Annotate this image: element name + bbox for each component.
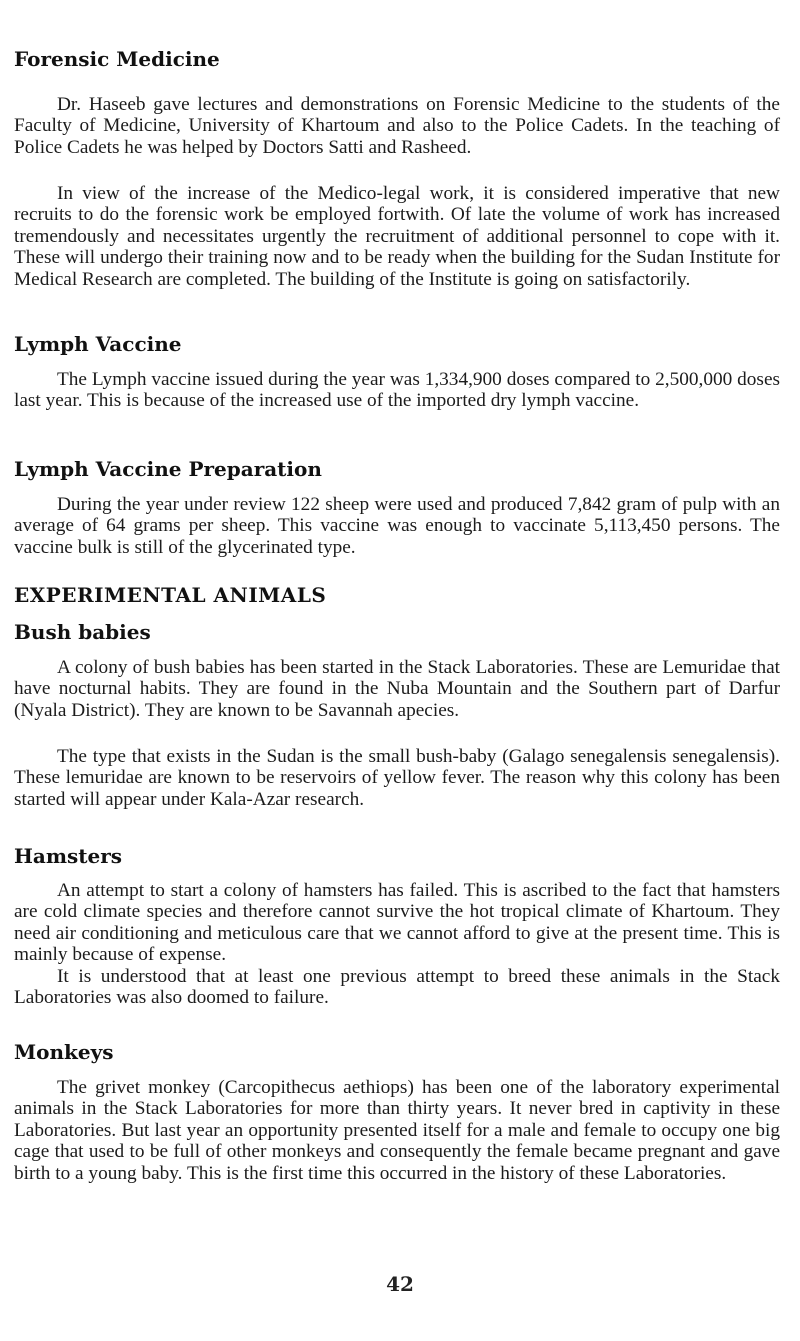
- heading-monkeys: Monkeys: [14, 1040, 114, 1064]
- paragraph-lymph-vaccine: The Lymph vaccine issued during the year was 1,334,900 doses compared to 2,500,000 doses last year. This is because of the increased use of the imported dry lymph vaccine.: [14, 369, 780, 412]
- paragraph-bush-babies-2: The type that exists in the Sudan is the small bush-baby (Galago senegalensis senegalensis). These lemuridae are known to be reservoirs of yellow fever. The reason why this colony has been started will appear under Kala-Azar research.: [14, 746, 780, 810]
- heading-forensic-medicine: Forensic Medicine: [14, 47, 220, 71]
- paragraph-forensic-2: In view of the increase of the Medico-legal work, it is considered imperative that new recruits to do the forensic work be employed fortwith. Of late the volume of work has increased tremendously and necessitates urgently the recruitment of additional personnel to cope with it. These will undergo their training now and to be ready when the building for the Sudan Institute for Medical Research are completed. The building of the Institute is going on satisfactorily.: [14, 183, 780, 290]
- heading-hamsters: Hamsters: [14, 844, 123, 868]
- heading-lymph-vaccine-preparation: Lymph Vaccine Preparation: [14, 457, 322, 481]
- heading-bush-babies: Bush babies: [14, 620, 151, 644]
- paragraph-lymph-vaccine-preparation: During the year under review 122 sheep were used and produced 7,842 gram of pulp with an average of 64 grams per sheep. This vaccine was enough to vaccinate 5,113,450 persons. The vaccine bulk is still of the glycerinated type.: [14, 494, 780, 558]
- heading-lymph-vaccine: Lymph Vaccine: [14, 332, 182, 356]
- page-number: 42: [386, 1272, 414, 1296]
- paragraph-monkeys: The grivet monkey (Carcopithecus aethiops) has been one of the laboratory experimental animals in the Stack Laboratories for more than thirty years. It never bred in captivity in these Laboratories. But last year an opportunity presented itself for a male and female to occupy one big cage that used to be full of other monkeys and consequently the female became pregnant and gave birth to a young baby. This is the first time this occurred in the history of these Laboratories.: [14, 1077, 780, 1184]
- heading-experimental-animals: EXPERIMENTAL ANIMALS: [14, 583, 327, 607]
- paragraph-bush-babies-1: A colony of bush babies has been started in the Stack Laboratories. These are Lemuridae that have nocturnal habits. They are found in the Nuba Mountain and the Southern part of Darfur (Nyala District). They are known to be Savannah apecies.: [14, 657, 780, 721]
- paragraph-forensic-1: Dr. Haseeb gave lectures and demonstrations on Forensic Medicine to the students of the Faculty of Medicine, University of Khartoum and also to the Police Cadets. In the teaching of Police Cadets he was helped by Doctors Satti and Rasheed.: [14, 94, 780, 158]
- paragraph-hamsters-1: An attempt to start a colony of hamsters has failed. This is ascribed to the fact that hamsters are cold climate species and therefore cannot survive the hot tropical climate of Khartoum. They need air conditioning and meticulous care that we cannot afford to give at the present time. This is mainly because of expense.: [14, 880, 780, 966]
- paragraph-hamsters-2: It is understood that at least one previous attempt to breed these animals in the Stack Laboratories was also doomed to failure.: [14, 966, 780, 1009]
